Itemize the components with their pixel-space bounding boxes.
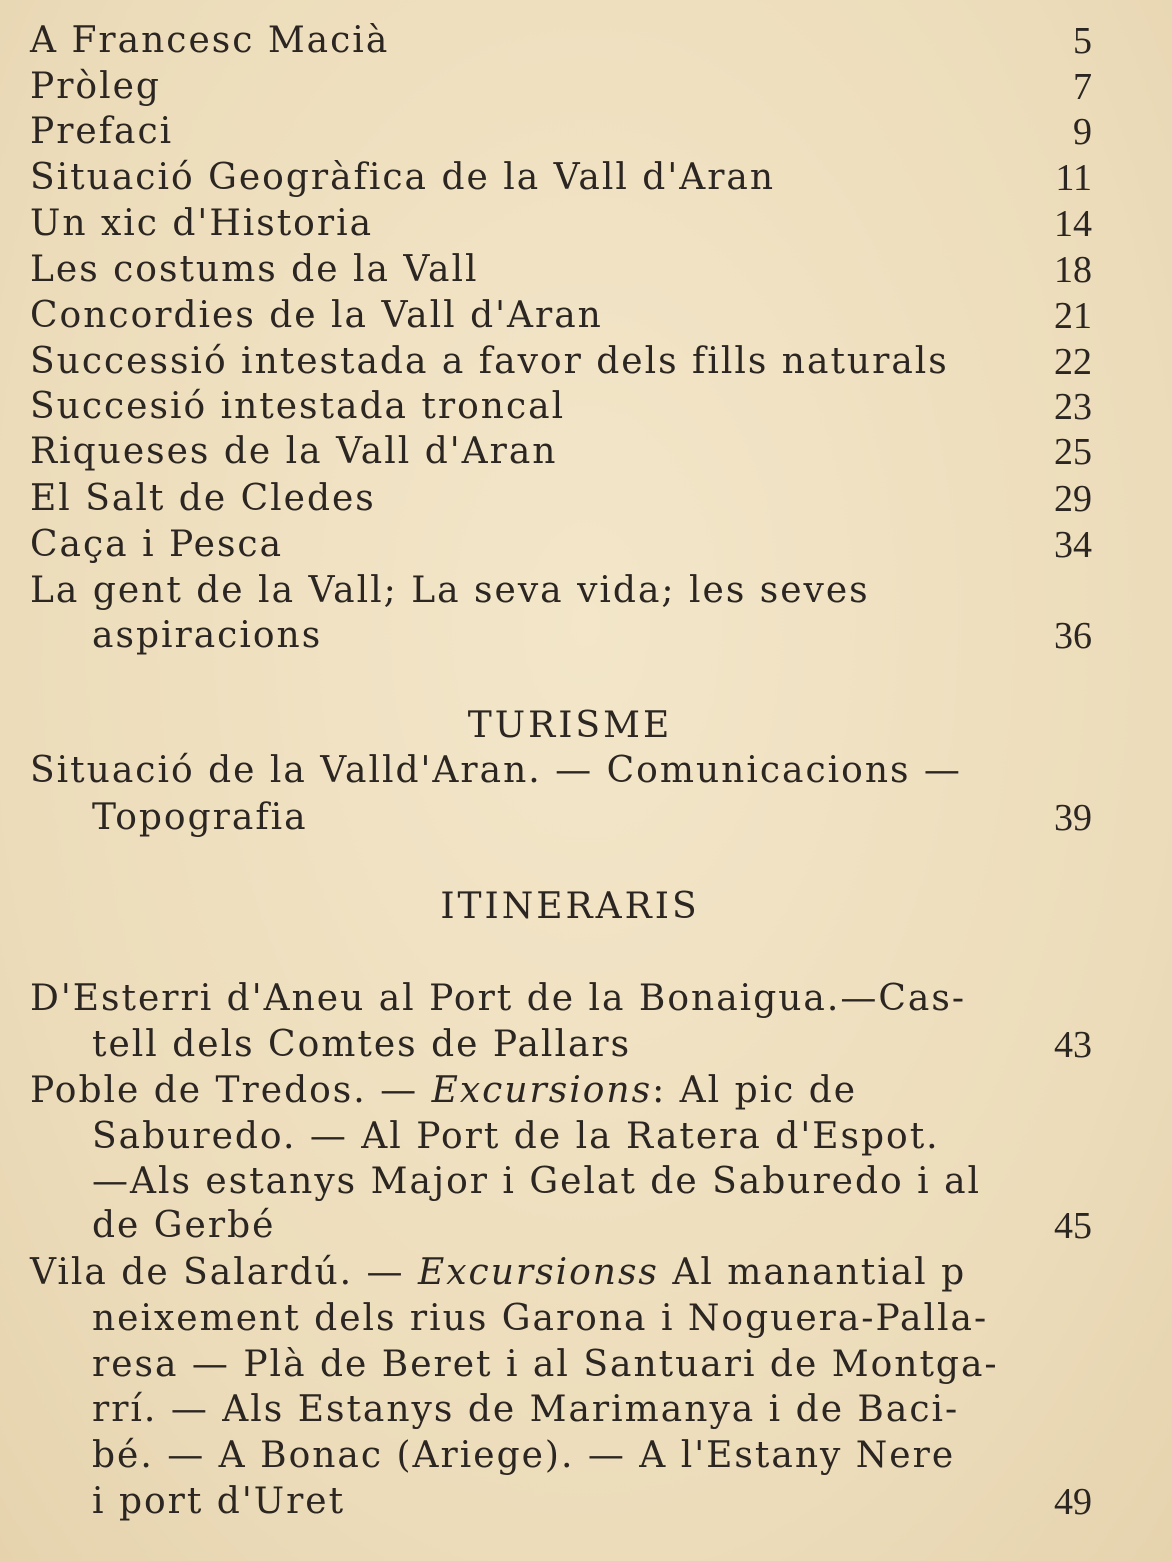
toc-entry-title: Caça i Pesca (30, 524, 284, 565)
excursions-label: Excursionss (417, 1252, 659, 1293)
toc-entry-title-part: Poble de Tredos. — (30, 1070, 432, 1111)
toc-entry-title: rrí. — Als Estanys de Marimanya i de Baci- (92, 1389, 960, 1430)
toc-entry-title: Pròleg (30, 66, 161, 107)
toc-entry-continuation (92, 1296, 1100, 1342)
toc-entry (30, 429, 1100, 475)
section-heading-itineraris: ITINERARIS (440, 886, 700, 927)
toc-entry-title: Succesió intestada troncal (30, 386, 566, 427)
toc-entry-page: 43 (1054, 1024, 1092, 1066)
toc-entry-title: Topografia (92, 797, 308, 838)
toc-entry (30, 155, 1100, 201)
toc-entry-continuation (92, 613, 1100, 659)
toc-entry-page: 22 (1054, 341, 1092, 383)
toc-entry-page: 7 (1073, 66, 1092, 108)
toc-entry-page: 39 (1054, 797, 1092, 839)
toc-entry-title: Concordies de la Vall d'Aran (30, 295, 603, 336)
toc-entry-title (30, 1250, 966, 1296)
toc-entry (30, 748, 1100, 794)
toc-entry-title: bé. — A Bonac (Ariege). — A l'Estany Nere (92, 1435, 956, 1476)
toc-entry-title: aspiracions (92, 615, 323, 656)
toc-entry-page: 49 (1054, 1481, 1092, 1523)
toc-entry (30, 339, 1100, 385)
toc-entry-title: D'Esterri d'Aneu al Port de la Bonaigua.—Cas- (30, 978, 966, 1019)
toc-entry-continuation (92, 795, 1100, 841)
toc-entry-page: 9 (1073, 111, 1092, 153)
toc-entry-continuation (92, 1433, 1100, 1479)
toc-entry-title: Situació Geogràfica de la Vall d'Aran (30, 157, 776, 198)
toc-entry (30, 18, 1100, 64)
toc-entry-page: 23 (1054, 386, 1092, 428)
toc-entry (30, 976, 1100, 1022)
toc-entry-title: El Salt de Cledes (30, 478, 376, 519)
toc-entry-title: resa — Plà de Beret i al Santuari de Montga- (92, 1344, 999, 1385)
toc-entry-page: 11 (1055, 157, 1092, 199)
toc-entry-title: La gent de la Vall; La seva vida; les seves (30, 570, 870, 611)
toc-entry (30, 109, 1100, 155)
toc-entry-page: 36 (1054, 615, 1092, 657)
toc-entry-title: Prefaci (30, 111, 174, 152)
excursions-label: Excursions (431, 1070, 653, 1111)
toc-entry-title: neixement dels rius Garona i Noguera-Palla- (92, 1298, 989, 1339)
toc-entry-title-part: Vila de Salardú. — (30, 1252, 418, 1293)
toc-entry-page: 25 (1054, 431, 1092, 473)
toc-entry (30, 201, 1100, 247)
toc-entry (30, 64, 1100, 110)
toc-entry-continuation (92, 1022, 1100, 1068)
toc-entry (30, 522, 1100, 568)
toc-entry-page: 18 (1054, 249, 1092, 291)
toc-entry-page: 29 (1054, 478, 1092, 520)
toc-entry-title: Successió intestada a favor dels fills naturals (30, 341, 949, 382)
toc-entry-title-part: : Al pic de (652, 1070, 858, 1111)
toc-entry-title: i port d'Uret (92, 1481, 346, 1522)
toc-entry (30, 568, 1100, 614)
toc-entry-title-part: Al manantial p (658, 1252, 967, 1293)
toc-entry (30, 476, 1100, 522)
toc-entry-continuation (92, 1479, 1100, 1525)
toc-entry-title: —Als estanys Major i Gelat de Saburedo i al (92, 1161, 982, 1202)
toc-entry (30, 384, 1100, 430)
toc-entry (30, 247, 1100, 293)
toc-entry (30, 1068, 1100, 1114)
toc-entry-title: Un xic d'Historia (30, 203, 374, 244)
toc-entry-continuation (92, 1342, 1100, 1388)
toc-entry-page: 34 (1054, 524, 1092, 566)
toc-entry-title: Les costums de la Vall (30, 249, 479, 290)
toc-entry (30, 293, 1100, 339)
toc-entry-page: 5 (1073, 20, 1092, 62)
toc-entry-continuation (92, 1203, 1100, 1249)
toc-entry-title: Situació de la Valld'Aran. — Comunicacions — (30, 750, 962, 791)
toc-entry-title (30, 1068, 857, 1114)
toc-entry-continuation (92, 1387, 1100, 1433)
toc-entry-continuation (92, 1114, 1100, 1160)
section-heading-turisme: TURISME (467, 705, 673, 746)
toc-entry-continuation (92, 1159, 1100, 1205)
toc-entry-title: Saburedo. — Al Port de la Ratera d'Espot. (92, 1116, 940, 1157)
toc-entry (30, 1250, 1100, 1296)
toc-entry-page: 21 (1054, 295, 1092, 337)
toc-entry-title: A Francesc Macià (30, 20, 390, 61)
toc-entry-title: Riqueses de la Vall d'Aran (30, 431, 558, 472)
toc-entry-title: tell dels Comtes de Pallars (92, 1024, 632, 1065)
toc-entry-page: 14 (1054, 203, 1092, 245)
toc-entry-page: 45 (1054, 1205, 1092, 1247)
toc-entry-title: de Gerbé (92, 1205, 276, 1246)
